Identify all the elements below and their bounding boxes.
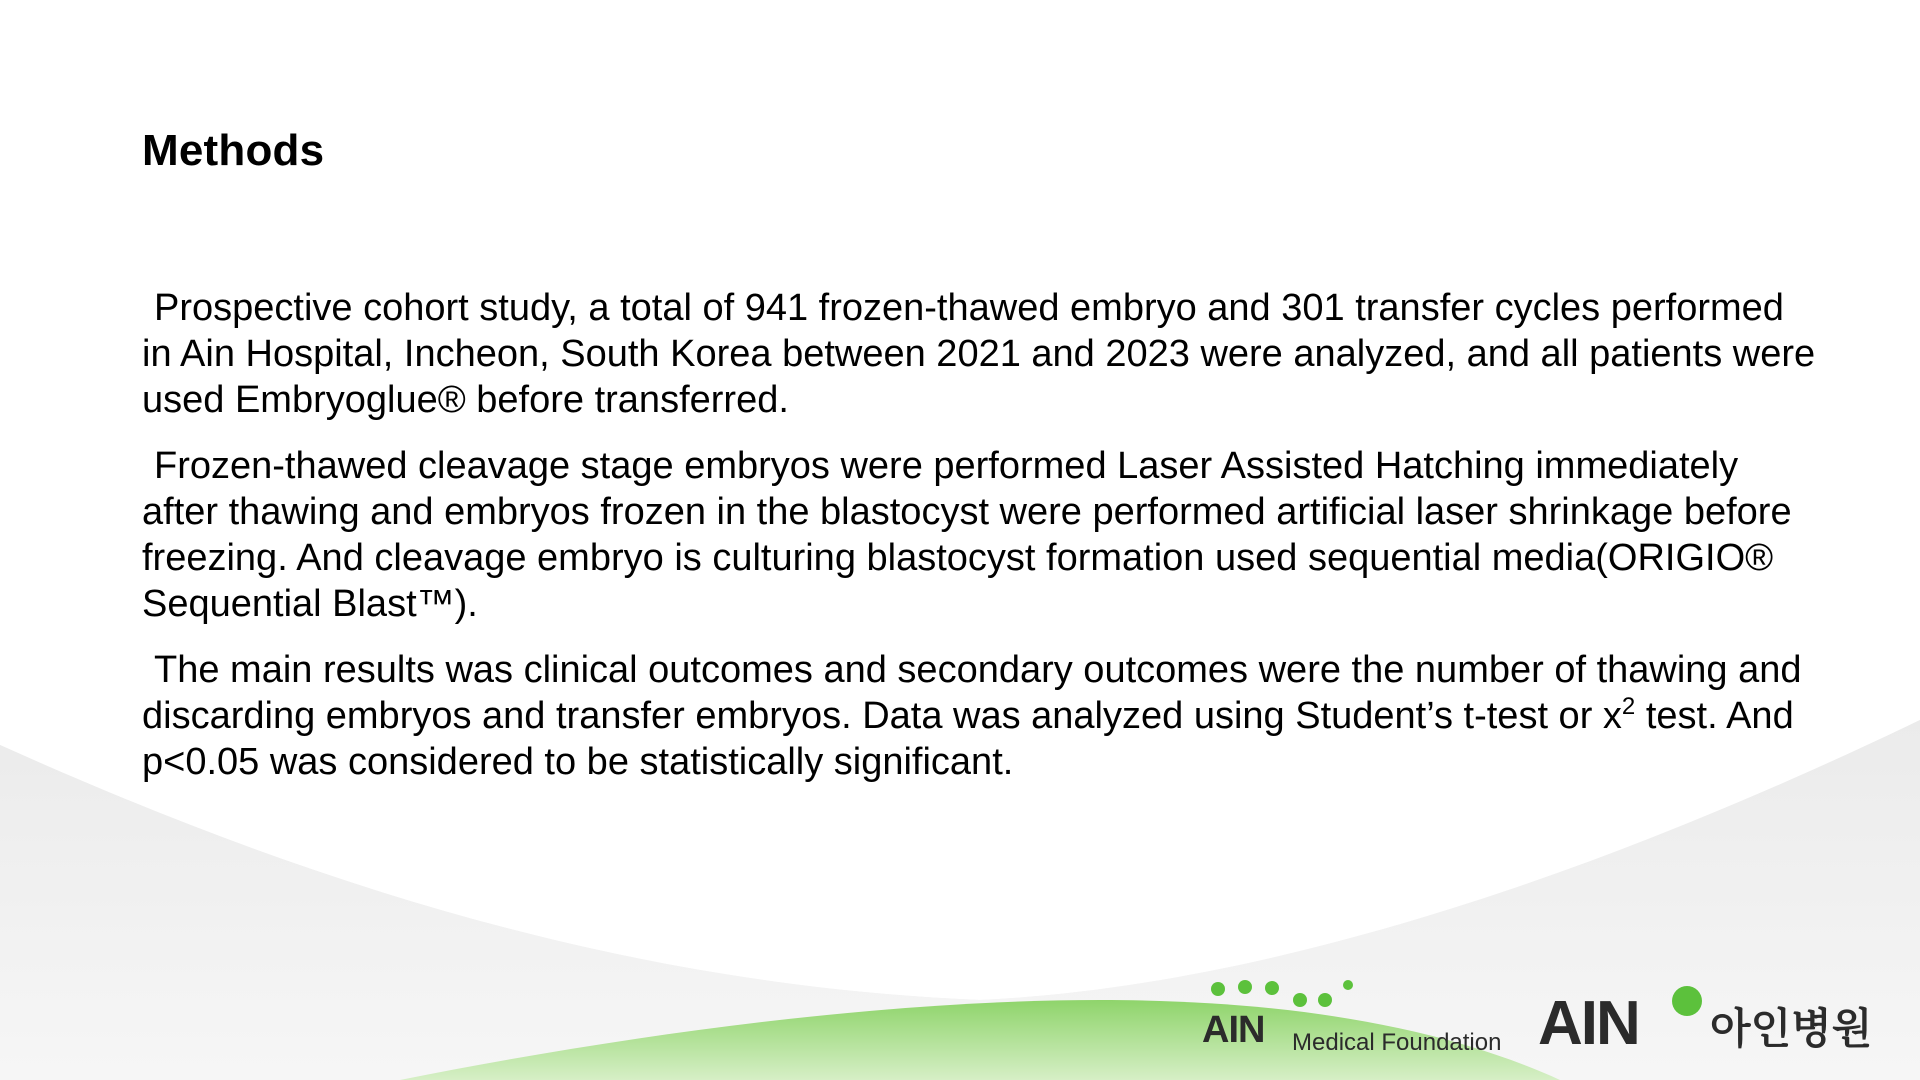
paragraph-text: Frozen-thawed cleavage stage embryos were performed Laser Assisted Hatching immediately after thawing and embryos frozen in the blastocyst were performed artificial laser shrinkage before freezing. And cleavage embryo is culturing blastocyst formation used sequential media(ORIGIO® Sequential Blast™). — [142, 445, 1792, 625]
green-dot-icon — [1672, 986, 1702, 1016]
paragraph-outcomes — [142, 647, 1822, 785]
hospital-logo-name: 아인병원 — [1710, 1004, 1873, 1053]
green-dots-icon — [1200, 975, 1360, 1011]
page-title: Methods — [142, 126, 325, 175]
foundation-logo-mark: AIN — [1202, 1009, 1265, 1051]
superscript: 2 — [1621, 693, 1636, 720]
foundation-logo-name: Medical Foundation — [1292, 1029, 1502, 1056]
hospital-logo — [1538, 982, 1898, 1062]
foundation-logo — [1200, 975, 1520, 1055]
paragraph-text: test. And p<0.05 was considered to be statistically significant. — [142, 695, 1794, 783]
paragraph-text: Prospective cohort study, a total of 941 frozen-thawed embryo and 301 transfer cycles performed in Ain Hospital, Incheon, South Korea between 2021 and 2023 were analyzed, and all patients were used Embryoglue® before transferred. — [142, 287, 1816, 421]
methods-body — [142, 285, 1822, 805]
hospital-logo-mark: AIN — [1538, 989, 1639, 1058]
paragraph-procedures — [142, 443, 1822, 627]
paragraph-study-design — [142, 285, 1822, 423]
paragraph-text: The main results was clinical outcomes and secondary outcomes were the number of thawing and discarding embryos and transfer embryos. Data was analyzed using Student’s t-test or x — [142, 649, 1802, 737]
